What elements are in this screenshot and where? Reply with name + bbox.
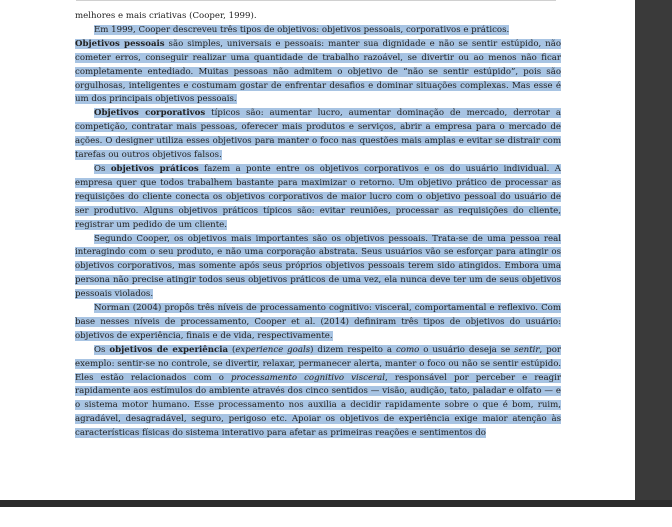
text-run: ) dizem respeito a	[310, 344, 396, 355]
bottom-page-gap	[0, 500, 672, 507]
text-run: Os	[94, 344, 110, 355]
selected-text: Norman (2004) propôs três níveis de processamento cognitivo: visceral, comportamental e reflexivo. Com base nesses níveis de processamento, Cooper et al. (2014) definiram três tipos de objetivos do usuário: objetivos de experiência, finais e de vida, respectivamente.	[75, 303, 561, 341]
text-run: , responsável por perceber e reagir rapidamente aos estímulos do ambiente através dos cinco sentidos — visão, audição, tato, paladar e olfato — e o sistema motor humano. Esse processamento nos auxilia a decidir rapidamente sobre o que é bom, ruim, agradável, desagradável, seguro, perigoso etc. Apoiar os objetivos de experiência exige maior atenção às características físicas do sistema interativo para afetar as primeiras reações e sentimentos do	[75, 372, 561, 439]
paragraph-5	[75, 233, 561, 303]
text-run: Os	[94, 163, 111, 174]
selected-text: Segundo Cooper, os objetivos mais importantes são os objetivos pessoais. Trata-se de uma pessoa real interagindo com o seu produto, e não uma corporação abstrata. Seus usuários vão se esforçar para atingir os objetivos corporativos, mas somente após seus próprios objetivos pessoais terem sido atingidos. Embora uma persona não precise atingir todos seus objetivos práticos de uma vez, ela nunca deve ter um de seus objetivos pessoais violados.	[75, 233, 561, 300]
selected-text	[75, 164, 561, 230]
paragraph-2	[75, 38, 561, 108]
italic-term: experience goals	[235, 344, 311, 355]
italic-term: como	[395, 344, 420, 355]
selected-text	[75, 39, 561, 105]
paragraph-4	[75, 163, 561, 233]
bold-term: objetivos de experiência	[109, 344, 229, 355]
text-run: são simples, universais e pessoais: manter sua dignidade e não se sentir estúpido, não cometer erros, conseguir realizar uma quantidade de trabalho razoável, se divertir ou ao menos não ficar completamente entediado. Muitas pessoas não admitem o objetivo de “não se sentir estúpido”, pois são orgulhosas, inteligentes e costumam gostar de enfrentar desafios e dominar situações complexas. Mas esse é um dos principais objetivos pessoais.	[75, 38, 562, 105]
italic-term: processamento cognitivo visceral	[230, 372, 386, 383]
text-run: o usuário deseja se	[419, 344, 515, 355]
selected-text: Em 1999, Cooper descreveu três tipos de objetivos: objetivos pessoais, corporativos e práticos.	[94, 24, 510, 35]
selected-text	[75, 345, 561, 438]
text-run: , por exemplo: sentir-se no controle, se divertir, relaxar, permanecer alerta, manter o foco ou não se sentir estúpido. Eles estão relacionados com o	[75, 344, 561, 383]
paragraph-6	[75, 302, 561, 344]
paragraph-3	[75, 107, 561, 163]
paragraph-1	[75, 24, 561, 38]
selected-text	[75, 108, 561, 160]
text-run: típicos são: aumentar lucro, aumentar dominação de mercado, derrotar a competição, contratar mais pessoas, oferecer mais produtos e serviços, abrir a empresa para o mercado de ações. O designer utiliza esses objetivos para manter o foco nas questões mais amplas e evitar se distrair com tarefas ou outros objetivos falsos.	[75, 108, 561, 161]
paragraph-top-line	[75, 10, 561, 24]
bold-term: Objetivos corporativos	[94, 108, 206, 119]
italic-term: sentir	[514, 344, 540, 355]
bold-term: Objetivos pessoais	[75, 38, 165, 49]
paragraph-7	[75, 344, 561, 441]
text-run: fazem a ponte entre os objetivos corporativos e os do usuário individual. A empresa quer que todos trabalhem bastante para maximizar o retorno. Um objetivo prático de processar as requisições do cliente conecta os objetivos corporativos de maior lucro com o objetivo pessoal do usuário de ser produtivo. Alguns objetivos práticos típicos são: evitar reuniões, processar as requisições do cliente, registrar um pedido de um cliente.	[75, 163, 561, 230]
bold-term: objetivos práticos	[110, 163, 199, 174]
text-run: (	[228, 344, 236, 355]
page-top-rule	[76, 0, 556, 1]
document-text[interactable]	[75, 10, 561, 441]
text-line: melhores e mais criativas (Cooper, 1999).	[75, 11, 257, 21]
side-scrollbar-panel[interactable]	[635, 0, 672, 500]
